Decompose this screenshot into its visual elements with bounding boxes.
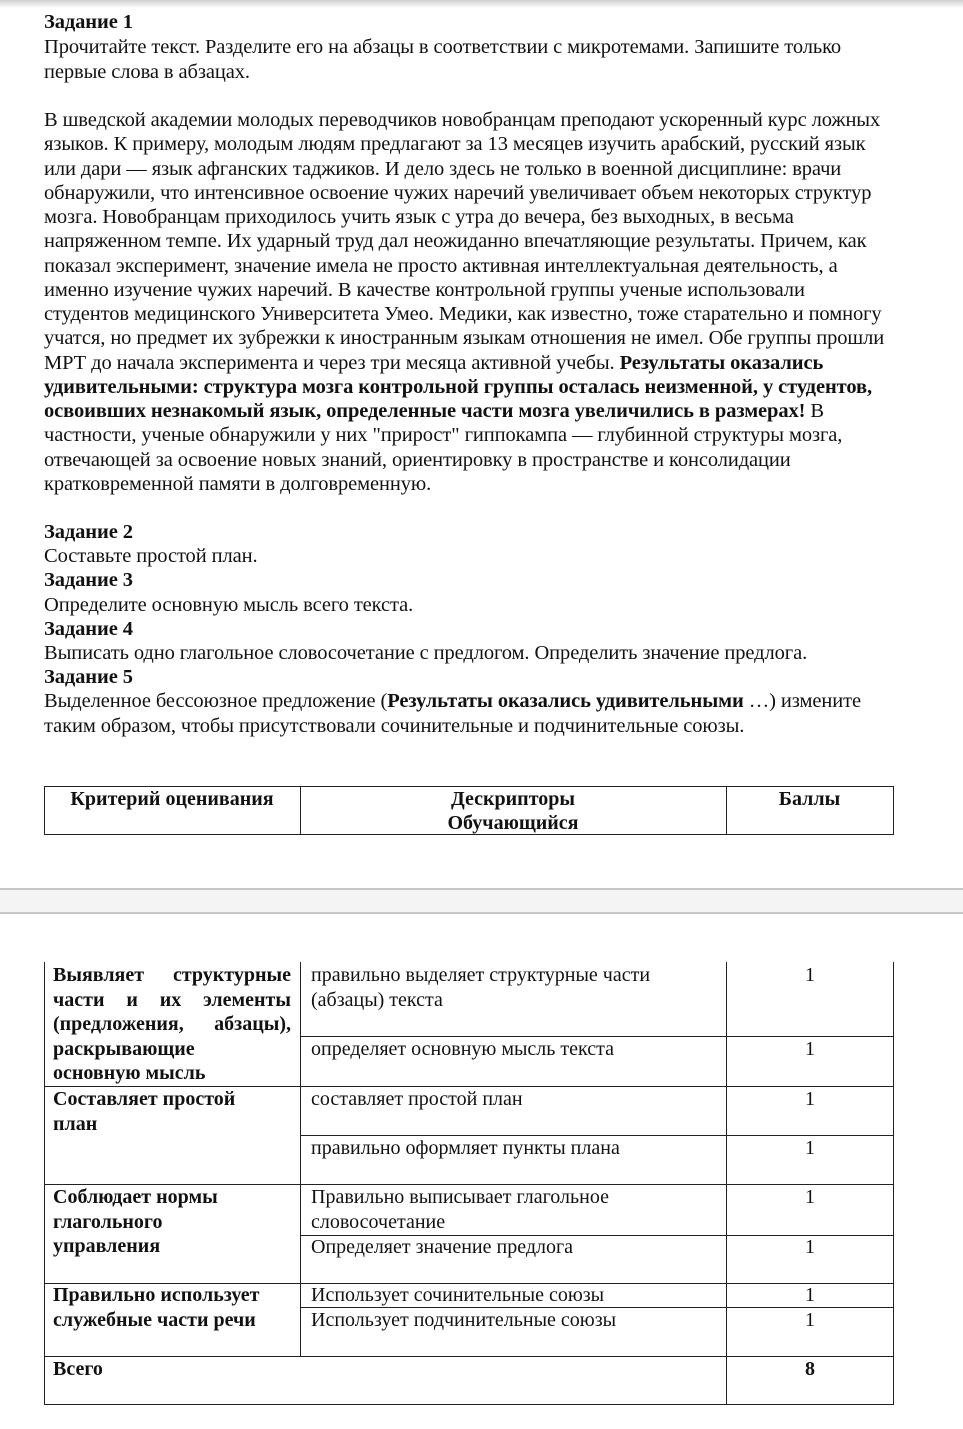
criterion-line: Составляет простой <box>53 1088 236 1110</box>
header-learner: Обучающийся <box>447 812 579 834</box>
text-line <box>44 472 431 496</box>
task2-text: Составьте простой план. <box>44 545 258 567</box>
text-segment: студентов медицинского Университета Умео. Медики, как известно, тоже старательно и помногу <box>44 303 882 325</box>
text-line <box>44 351 823 375</box>
task5-text: таким образом, чтобы присутствовали сочинительные и подчинительные союзы. <box>44 715 745 737</box>
criterion-line: Соблюдает нормы <box>53 1186 218 1208</box>
points: 1 <box>805 1038 815 1060</box>
points: 1 <box>805 1186 815 1208</box>
task3-title: Задание 3 <box>44 569 133 591</box>
page-break <box>0 888 963 914</box>
text-line <box>44 326 884 350</box>
descriptor-line: Правильно выписывает глагольное <box>311 1186 609 1208</box>
text-segment: или дари — язык афганских таджиков. И дело здесь не только в военной дисциплине: врачи <box>44 157 842 180</box>
criterion-line: глагольного <box>53 1210 163 1233</box>
text-segment: Выделенное бессоюзное предложение ( <box>44 690 388 712</box>
text-line <box>44 108 880 132</box>
total-label: Всего <box>53 1358 103 1380</box>
header-descriptors: Дескрипторы <box>451 788 575 810</box>
criterion-verb-government <box>53 1185 291 1259</box>
text-segment: В шведской академии молодых переводчиков новобранцам преподают ускоренный курс ложных <box>44 109 881 131</box>
descriptor: составляет простой план <box>311 1088 523 1110</box>
task2-title: Задание 2 <box>44 521 133 543</box>
text-line <box>44 448 791 472</box>
criterion-line: (предложения, абзацы), <box>53 1013 291 1035</box>
descriptor-line: словосочетание <box>311 1210 446 1233</box>
task1-instruction: Прочитайте текст. Разделите его на абзацы в соответствии с микротемами. Запишите только <box>44 36 842 58</box>
text-segment: обнаружили, что интенсивное освоение чужих наречий увеличивает объем некоторых структур <box>44 181 872 204</box>
text-line <box>44 229 866 253</box>
text-segment: кратковременной памяти в долговременную. <box>44 472 432 495</box>
bold-segment: удивительными: структура мозга контрольной группы осталась неизменной, у студентов, <box>44 375 872 398</box>
descriptor: определяет основную мысль текста <box>311 1038 614 1060</box>
text-line <box>44 375 872 399</box>
points: 1 <box>805 1284 815 1306</box>
text-segment: показал эксперимент, значение имела не просто активная интеллектуальная деятельность, а <box>44 254 838 277</box>
text-line <box>44 302 882 326</box>
descriptor: Использует подчинительные союзы <box>311 1309 617 1331</box>
bold-segment: Результаты оказались удивительными <box>387 690 744 712</box>
criterion-line: план <box>53 1112 98 1135</box>
criterion-line: основную мысль <box>53 1062 206 1084</box>
task4-text: Выписать одно глагольное словосочетание с предлогом. Определить значение предлога. <box>44 642 808 664</box>
criterion-line: раскрывающие <box>53 1037 195 1060</box>
bold-segment: освоивших незнакомый язык, определенные части мозга увеличились в размерах! <box>44 400 806 422</box>
points: 1 <box>805 1088 815 1110</box>
header-points: Баллы <box>778 788 841 810</box>
text-segment: именно изучение чужих наречий. В качестве контрольной группы ученые использовали <box>44 278 805 301</box>
text-segment: отвечающей за освоение новых знаний, ориентировку в пространстве и консолидации <box>44 448 791 471</box>
text-line <box>44 157 841 181</box>
text-line <box>44 254 838 278</box>
header-criterion: Критерий оценивания <box>70 788 274 810</box>
task3-text: Определите основную мысль всего текста. <box>44 594 414 616</box>
points: 1 <box>805 1309 815 1331</box>
text-segment: МРТ до начала эксперимента и через три месяца активной учебы. <box>44 351 620 374</box>
descriptor <box>311 1185 609 1234</box>
text-line <box>44 205 794 229</box>
descriptor-line: правильно выделяет структурные части <box>311 964 651 986</box>
text-segment: В <box>805 400 824 422</box>
task5-title: Задание 5 <box>44 666 133 688</box>
bold-segment: Результаты оказались <box>619 351 824 374</box>
text-segment: напряженном темпе. Их ударный труд дал неожиданно впечатляющие результаты. Причем, как <box>44 230 867 253</box>
descriptor: Определяет значение предлога <box>311 1236 574 1258</box>
criterion-structure <box>53 963 291 1086</box>
criterion-line: части и их элементы <box>53 988 291 1011</box>
task4-title: Задание 4 <box>44 618 133 640</box>
points: 1 <box>805 1236 815 1258</box>
text-line <box>44 423 842 447</box>
total-points: 8 <box>805 1358 815 1380</box>
criterion-line: служебные части речи <box>53 1308 256 1331</box>
text-line <box>44 181 871 205</box>
criterion-plan <box>53 1087 291 1136</box>
text-line <box>44 399 824 423</box>
text-segment: учатся, но предмет их зубрежки к иностранным языкам отношения не имел. Обе группы прошли <box>44 327 885 350</box>
points: 1 <box>805 1137 815 1159</box>
descriptor: Использует сочинительные союзы <box>311 1284 605 1306</box>
descriptor-line: (абзацы) текста <box>311 988 443 1011</box>
text-segment: …) измените <box>743 690 861 712</box>
top-edge-shadow <box>0 0 963 8</box>
points: 1 <box>805 964 815 986</box>
descriptor <box>311 963 650 1012</box>
task1-title: Задание 1 <box>44 11 133 33</box>
text-line <box>44 132 866 156</box>
criterion-line: Выявляет структурные <box>53 964 291 986</box>
descriptor: правильно оформляет пункты плана <box>311 1137 620 1159</box>
text-segment: мозга. Новобранцам приходилось учить язык с утра до вечера, без выходных, в весьма <box>44 206 794 228</box>
text-segment: языков. К примеру, молодым людям предлагают за 13 месяцев изучить арабский, русский язык <box>44 133 866 156</box>
text-segment: частности, ученые обнаружили у них "прирост" гиппокампа — глубинной структуры мозга, <box>44 424 843 447</box>
task1-instruction: первые слова в абзацах. <box>44 61 250 83</box>
criterion-function-words <box>53 1283 291 1332</box>
criterion-line: управления <box>53 1235 161 1257</box>
criterion-line: Правильно использует <box>53 1284 260 1306</box>
text-line <box>44 278 805 302</box>
task5-text <box>44 689 861 713</box>
